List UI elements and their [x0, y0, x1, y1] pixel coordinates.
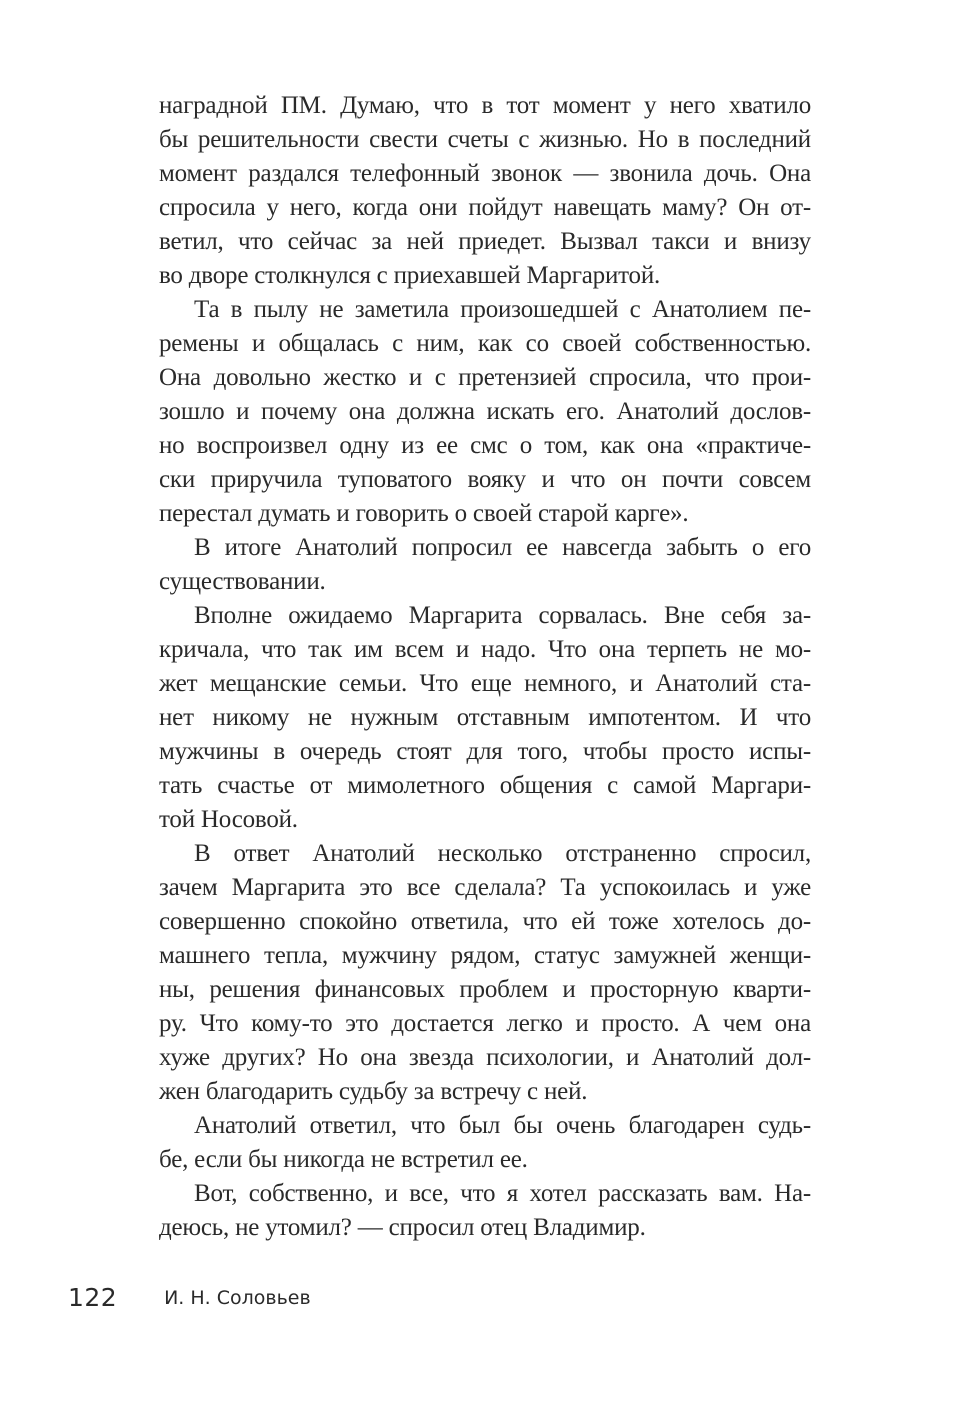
text-line: жен благодарить судьбу за встречу с ней. — [159, 1078, 588, 1105]
paragraph — [159, 599, 811, 837]
text-line: ремены и общалась с ним, как со своей собственностью. — [159, 330, 811, 357]
text-line: ски приручила туповатого вояку и что он почти совсем — [159, 466, 811, 493]
paragraph — [159, 1109, 811, 1177]
text-line: Та в пылу не заметила произошедшей с Анатолием пе- — [194, 296, 811, 323]
text-line: хуже других? Но она звезда психологии, и Анатолий дол- — [159, 1044, 811, 1071]
text-line: В ответ Анатолий несколько отстраненно спросил, — [194, 840, 811, 867]
text-line: деюсь, не утомил? — спросил отец Владимир. — [159, 1214, 646, 1241]
text-line: Вот, собственно, и все, что я хотел рассказать вам. На- — [194, 1180, 811, 1207]
text-line: перестал думать и говорить о своей старой карге». — [159, 500, 689, 527]
text-line: зошло и почему она должна искать его. Анатолий дослов- — [159, 398, 811, 425]
page-footer — [68, 1283, 311, 1312]
page-body — [159, 89, 811, 1245]
text-line: зачем Маргарита это все сделала? Та успокоилась и уже — [159, 874, 811, 901]
text-line: бы решительности свести счеты с жизнью. Но в последний — [159, 126, 811, 153]
text-line: совершенно спокойно ответила, что ей тоже хотелось до- — [159, 908, 811, 935]
text-line: машнего тепла, мужчину рядом, статус замужней женщи- — [159, 942, 811, 969]
text-line: кричала, что так им всем и надо. Что она терпеть не мо- — [159, 636, 811, 663]
text-line: момент раздался телефонный звонок — звонила дочь. Она — [159, 160, 811, 187]
text-line: бе, если бы никогда не встретил ее. — [159, 1146, 528, 1173]
text-line: ны, решения финансовых проблем и просторную кварти- — [159, 976, 811, 1003]
text-line: ру. Что кому-то это достается легко и просто. А чем она — [159, 1010, 811, 1037]
paragraph — [159, 89, 811, 293]
text-line: той Носовой. — [159, 806, 298, 833]
text-line: но воспроизвел одну из ее смс о том, как она «практиче- — [159, 432, 811, 459]
paragraph — [159, 1177, 811, 1245]
running-head-author: И. Н. Соловьев — [164, 1287, 311, 1309]
text-line: нет никому не нужным отставным импотентом. И что — [159, 704, 811, 731]
text-line: жет мещанские семьи. Что еще немного, и Анатолий ста- — [159, 670, 811, 697]
text-line: В итоге Анатолий попросил ее навсегда забыть о его — [194, 534, 811, 561]
text-line: существовании. — [159, 568, 326, 595]
page-number: 122 — [68, 1283, 118, 1312]
text-line: наградной ПМ. Думаю, что в тот момент у него хватило — [159, 92, 811, 119]
text-line: мужчины в очередь стоят для того, чтобы просто испы- — [159, 738, 811, 765]
paragraph — [159, 293, 811, 531]
text-line: тать счастье от мимолетного общения с самой Маргари- — [159, 772, 811, 799]
text-line: Она довольно жестко и с претензией спросила, что прои- — [159, 364, 811, 391]
text-line: Анатолий ответил, что был бы очень благодарен судь- — [194, 1112, 811, 1139]
paragraph — [159, 837, 811, 1109]
text-line: ветил, что сейчас за ней приедет. Вызвал такси и внизу — [159, 228, 811, 255]
text-line: спросила у него, когда они пойдут навещать маму? Он от- — [159, 194, 811, 221]
text-line: Вполне ожидаемо Маргарита сорвалась. Вне себя за- — [194, 602, 811, 629]
paragraph — [159, 531, 811, 599]
text-line: во дворе столкнулся с приехавшей Маргаритой. — [159, 262, 661, 289]
